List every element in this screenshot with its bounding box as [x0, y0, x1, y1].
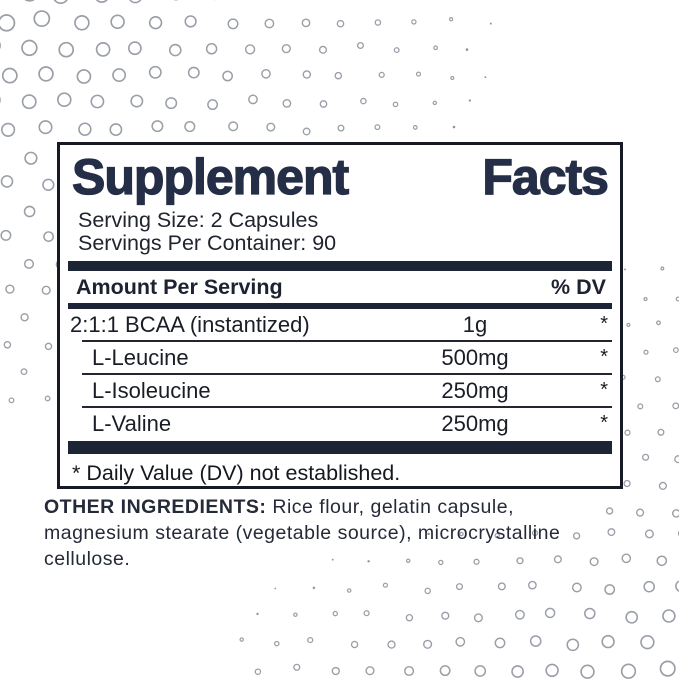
- ingredient-amount: 500mg: [441, 344, 509, 370]
- column-header-row: [68, 271, 612, 303]
- percent-dv-header: % DV: [551, 275, 606, 299]
- supplement-facts-panel: [57, 142, 623, 489]
- ingredient-row: [68, 342, 612, 373]
- servings-per-container-line: Servings Per Container: 90: [78, 231, 337, 255]
- ingredient-row: [68, 375, 612, 406]
- other-ingredients-text: Rice flour, gelatin capsule, magnesium stearate (vegetable source), microcrystalline cellulose.: [44, 496, 561, 570]
- divider-bar-thick-top: [68, 261, 612, 271]
- ingredient-amount: 250mg: [441, 410, 509, 436]
- ingredient-rows: [68, 309, 612, 439]
- ingredient-dv: *: [600, 412, 608, 434]
- other-ingredients: [44, 494, 624, 572]
- ingredient-name: L-Valine: [92, 410, 172, 436]
- ingredient-dv: *: [600, 313, 608, 335]
- other-ingredients-label: OTHER INGREDIENTS:: [44, 496, 267, 518]
- panel-title-word-right: Facts: [482, 149, 608, 205]
- ingredient-name: L-Leucine: [92, 344, 189, 370]
- ingredient-row: [68, 309, 612, 340]
- daily-value-footnote: * Daily Value (DV) not established.: [72, 461, 401, 485]
- panel-title: [68, 149, 612, 206]
- amount-per-serving-header: Amount Per Serving: [76, 275, 283, 299]
- ingredient-name: L-Isoleucine: [92, 377, 211, 403]
- serving-size-line: Serving Size: 2 Capsules: [78, 208, 319, 232]
- divider-bar-thick-bottom: [68, 441, 612, 454]
- ingredient-amount: 1g: [462, 311, 488, 337]
- ingredient-name: 2:1:1 BCAA (instantized): [70, 311, 310, 337]
- ingredient-amount: 250mg: [441, 377, 509, 403]
- ingredient-dv: *: [600, 379, 608, 401]
- ingredient-dv: *: [600, 346, 608, 368]
- panel-title-word-left: Supplement: [72, 149, 349, 205]
- ingredient-row: [68, 408, 612, 439]
